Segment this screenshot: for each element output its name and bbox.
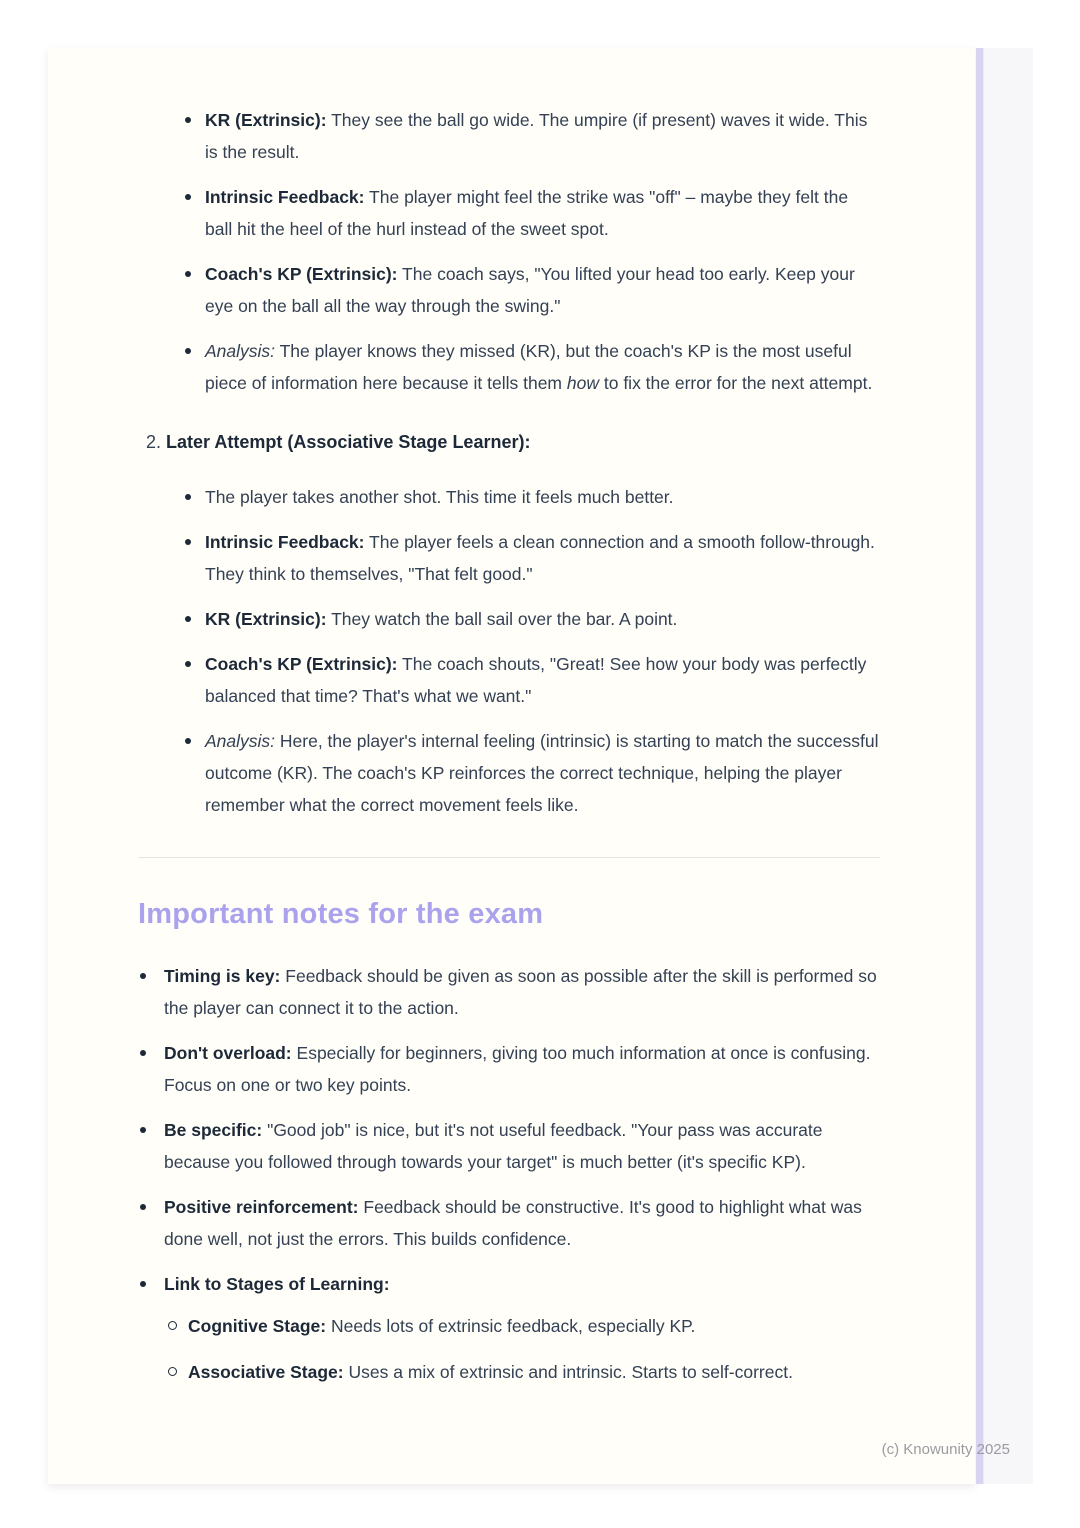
item-text: The player knows they missed (KR), but the coach's KP is the most useful piece of information here because it tells them — [205, 341, 852, 393]
item-italic-word: how — [566, 373, 599, 393]
item-label-italic: Analysis: — [205, 341, 276, 361]
list-item — [138, 526, 880, 590]
item-text: The player feels a clean connection and a smooth follow-through. They think to themselves, "That felt good." — [205, 532, 875, 584]
sub-list-item — [164, 1356, 880, 1388]
item-text: They watch the ball sail over the bar. A point. — [331, 609, 678, 629]
item-label: Intrinsic Feedback: — [205, 532, 365, 552]
scrollbar-track-panel — [983, 48, 1033, 1484]
list-item-analysis — [138, 725, 880, 821]
sub-list-item — [164, 1310, 880, 1342]
item-label: Timing is key: — [164, 966, 281, 986]
item-label: Intrinsic Feedback: — [205, 187, 365, 207]
list-item — [138, 181, 880, 245]
list-item — [138, 603, 880, 635]
list-item — [138, 104, 880, 168]
item-label: Positive reinforcement: — [164, 1197, 359, 1217]
list-item — [138, 1037, 880, 1101]
item-label: Cognitive Stage: — [188, 1316, 327, 1336]
exam-notes-list — [138, 960, 880, 1388]
list-item — [138, 1191, 880, 1255]
list-item — [138, 1114, 880, 1178]
item-text: They see the ball go wide. The umpire (if present) waves it wide. This is the result. — [205, 110, 868, 162]
page-content — [138, 104, 880, 1402]
item-text: Feedback should be given as soon as possible after the skill is performed so the player can connect it to the action. — [164, 966, 877, 1018]
list-item — [138, 258, 880, 322]
exam-notes-heading: Important notes for the exam — [138, 898, 544, 930]
list-item-analysis — [138, 335, 880, 399]
item-text: Here, the player's internal feeling (intrinsic) is starting to match the successful outcome (KR). The coach's KP reinforces the correct technique, helping the player remember what the correct movement feels like. — [205, 731, 879, 815]
scrollbar-thumb[interactable] — [976, 48, 983, 1484]
copyright-watermark: (c) Knowunity 2025 — [881, 1441, 1010, 1458]
item-text: The player might feel the strike was "off" – maybe they felt the ball hit the heel of the hurl instead of the sweet spot. — [205, 187, 849, 239]
notes-page — [48, 48, 975, 1484]
item-label: KR (Extrinsic): — [205, 110, 327, 130]
numbered-heading — [146, 427, 880, 457]
item-text: The coach says, "You lifted your head too early. Keep your eye on the ball all the way through the swing." — [205, 264, 855, 316]
item-text: Feedback should be constructive. It's good to highlight what was done well, not just the errors. This builds confidence. — [164, 1197, 862, 1249]
list-item — [138, 648, 880, 712]
item-label: Don't overload: — [164, 1043, 292, 1063]
section-divider — [138, 857, 880, 858]
item-label: KR (Extrinsic): — [205, 609, 327, 629]
item-label: Link to Stages of Learning: — [164, 1274, 390, 1294]
item-number: 2. — [146, 432, 162, 452]
list-item — [138, 481, 880, 513]
attempt1-feedback-list — [138, 104, 880, 399]
item-text: "Good job" is nice, but it's not useful feedback. "Your pass was accurate because you followed through towards your target" is much better (it's specific KP). — [164, 1120, 823, 1172]
stages-sub-list — [164, 1310, 880, 1388]
item-text: The coach shouts, "Great! See how your body was perfectly balanced that time? That's what we want." — [205, 654, 867, 706]
item-text: Especially for beginners, giving too much information at once is confusing. Focus on one or two key points. — [164, 1043, 871, 1095]
attempt2-feedback-list — [138, 481, 880, 821]
item-text: The player takes another shot. This time it feels much better. — [205, 487, 674, 507]
item-label: Coach's KP (Extrinsic): — [205, 654, 398, 674]
item-label: Associative Stage: — [188, 1362, 344, 1382]
item-label: Coach's KP (Extrinsic): — [205, 264, 398, 284]
item-label-italic: Analysis: — [205, 731, 276, 751]
item-text: Needs lots of extrinsic feedback, especially KP. — [330, 1316, 696, 1336]
item-text: to fix the error for the next attempt. — [603, 373, 873, 393]
item-label: Be specific: — [164, 1120, 263, 1140]
list-item — [138, 960, 880, 1024]
list-item-link-to-stages — [138, 1268, 880, 1388]
numbered-heading-title: Later Attempt (Associative Stage Learner): — [166, 432, 531, 452]
item-text: Uses a mix of extrinsic and intrinsic. Starts to self-correct. — [348, 1362, 793, 1382]
